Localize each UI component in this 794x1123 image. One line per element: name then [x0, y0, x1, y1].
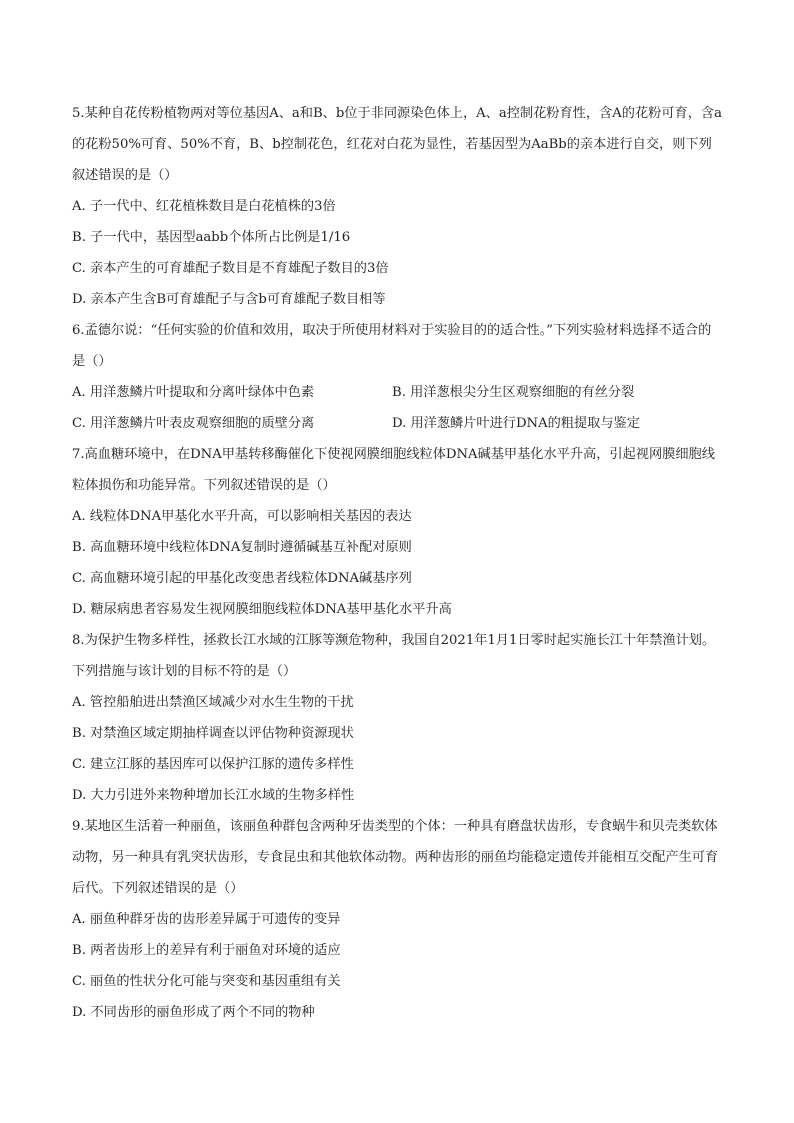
question-5-option-b: B. 子一代中，基因型aabb个体所占比例是1/16: [72, 230, 351, 245]
question-9-option-d: D. 不同齿形的丽鱼形成了两个不同的物种: [72, 1005, 315, 1020]
question-9-option-a: A. 丽鱼种群牙齿的齿形差异属于可遗传的变异: [72, 912, 341, 927]
question-6-stem: 6.孟德尔说：“任何实验的价值和效用，取决于所使用材料对于实验目的的适合性。”下列实验材料选择不适合的是（）: [72, 323, 712, 369]
question-7-option-a: A. 线粒体DNA甲基化水平升高，可以影响相关基因的表达: [72, 509, 412, 524]
question-7-option-c: C. 高血糖环境引起的甲基化改变患者线粒体DNA碱基序列: [72, 571, 412, 586]
question-8-option-b: B. 对禁渔区域定期抽样调查以评估物种资源现状: [72, 726, 354, 741]
question-6-option-d: D. 用洋葱鳞片叶进行DNA的粗提取与鉴定: [392, 416, 640, 431]
question-8-option-c: C. 建立江豚的基因库可以保护江豚的遗传多样性: [72, 757, 354, 772]
question-9-stem: 9.某地区生活着一种丽鱼，该丽鱼种群包含两种牙齿类型的个体：一种具有磨盘状齿形，专食蜗牛和贝壳类软体动物，另一种具有乳突状齿形，专食昆虫和其他软体动物。两种齿形的丽鱼均能稳定遗传并能相互交配产生可育后代。下列叙述错误的是（）: [72, 819, 719, 896]
question-7-option-d: D. 糖尿病患者容易发生视网膜细胞线粒体DNA基甲基化水平升高: [72, 602, 452, 617]
question-6-option-c: C. 用洋葱鳞片叶表皮观察细胞的质壁分离: [72, 416, 315, 431]
question-7-stem: 7.高血糖环境中，在DNA甲基转移酶催化下使视网膜细胞线粒体DNA碱基甲基化水平升高，引起视网膜细胞线粒体损伤和功能异常。下列叙述错误的是（）: [72, 447, 715, 493]
question-7: [72, 439, 722, 625]
question-6-options-row-1: [72, 377, 722, 408]
question-5-option-a: A. 子一代中、红花植株数目是白花植株的3倍: [72, 199, 336, 214]
question-5-stem: 5.某种自花传粉植物两对等位基因A、a和B、b位于非同源染色体上，A、a控制花粉育性，含A的花粉可育，含a的花粉50%可育、50%不育，B、b控制花色，红花对白花为显性，若基因型为AaBb的亲本进行自交，则下列叙述错误的是（）: [72, 106, 722, 183]
question-9-option-c: C. 丽鱼的性状分化可能与突变和基因重组有关: [72, 974, 341, 989]
question-5-option-c: C. 亲本产生的可育雄配子数目是不育雄配子数目的3倍: [72, 261, 389, 276]
question-8: [72, 625, 722, 811]
question-8-stem: 8.为保护生物多样性，拯救长江水域的江豚等濒危物种，我国自2021年1月1日零时起实施长江十年禁渔计划。下列措施与该计划的目标不符的是（）: [72, 633, 716, 679]
question-8-option-d: D. 大力引进外来物种增加长江水域的生物多样性: [72, 788, 355, 803]
question-6-option-b: B. 用洋葱根尖分生区观察细胞的有丝分裂: [392, 385, 635, 400]
question-8-option-a: A. 管控船舶进出禁渔区域减少对水生生物的干扰: [72, 695, 354, 710]
question-5-option-d: D. 亲本产生含B可育雄配子与含b可育雄配子数目相等: [72, 292, 386, 307]
question-5: [72, 98, 722, 315]
question-6: [72, 315, 722, 439]
question-9: [72, 811, 722, 1028]
question-9-option-b: B. 两者齿形上的差异有利于丽鱼对环境的适应: [72, 943, 341, 958]
question-6-option-a: A. 用洋葱鳞片叶提取和分离叶绿体中色素: [72, 385, 315, 400]
question-6-options-row-2: [72, 408, 722, 439]
question-7-option-b: B. 高血糖环境中线粒体DNA复制时遵循碱基互补配对原则: [72, 540, 412, 555]
